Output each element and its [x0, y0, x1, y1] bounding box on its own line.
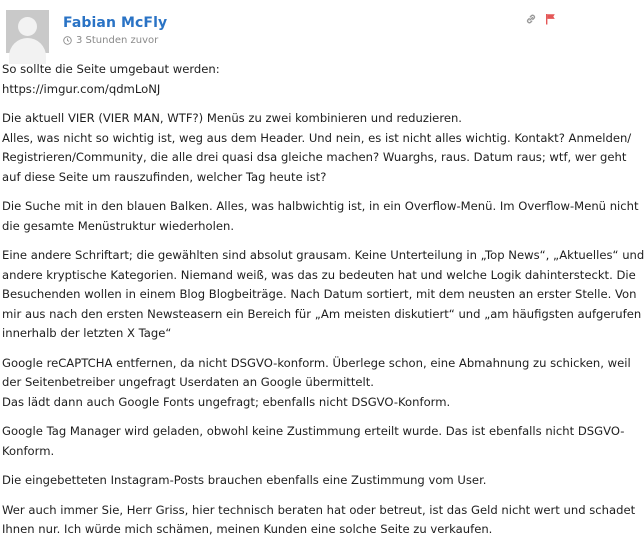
post-text-line: So sollte die Seite umgebaut werden:: [2, 62, 220, 76]
post-paragraph: [2, 354, 631, 413]
post-paragraph: [2, 471, 558, 491]
post-text-line: Google Tag Manager wird geladen, obwohl keine Zustimmung erteilt wurde. Das ist ebenfalls nicht DSGVO-: [2, 424, 625, 438]
avatar[interactable]: [6, 10, 49, 53]
post-paragraph: [2, 501, 636, 540]
post-paragraph: [2, 422, 625, 461]
post-text-line: mir aus nach den ersten Newsteasern ein Bereich für „Am meisten diskutiert“ und „am häufigsten aufgerufen: [2, 306, 642, 321]
post-text-line: die gesamte Menüstruktur wiederholen.: [2, 218, 235, 233]
post-paragraph: [2, 60, 558, 99]
post-text-line: Die eingebetteten Instagram-Posts brauchen ebenfalls eine Zustimmung vom User.: [2, 473, 487, 487]
post-text-line: Alles, was nicht so wichtig ist, weg aus dem Header. Und nein, es ist nicht alles wichtig. Kontakt? Anmelden/: [2, 130, 632, 145]
post-text-line: andere kryptische Kategorien. Niemand weiß, was das zu bedeuten hat und welche Logik dahintersteckt. Die: [2, 267, 636, 282]
post-text-line: Registrieren/Community, die alle drei quasi dsa gleiche machen? Wuarghs, raus. Datum raus; wtf, wer geht: [2, 150, 627, 164]
post-text-line: Besuchenden wollen in einem Blog Blogbeiträge. Nach Datum sortiert, mit dem neusten an erster Stelle. Von: [2, 287, 637, 301]
post-text-line: Die Suche mit in den blauen Balken. Alles, was halbwichtig ist, in ein Overflow-Menü. Im Overflow-Menü nicht: [2, 199, 639, 213]
post-meta: [63, 35, 158, 46]
post-text-line: Das lädt dann auch Google Fonts ungefragt; ebenfalls nicht DSGVO-Konform.: [2, 394, 451, 409]
post-text-line: auf diese Seite um rauszufinden, welcher Tag heute ist?: [2, 169, 327, 184]
post-timestamp[interactable]: 3 Stunden zuvor: [76, 35, 159, 46]
author-name-link[interactable]: Fabian McFly: [63, 15, 168, 31]
post-text-line: Die aktuell VIER (VIER MAN, WTF?) Menüs zu zwei kombinieren und reduzieren.: [2, 111, 462, 125]
post-text-line: Konform.: [2, 443, 55, 458]
post-text-line: Eine andere Schriftart; die gewählten sind absolut grausam. Keine Unterteilung in „Top News“, „Aktuelles“ und: [2, 248, 644, 262]
post-text-line: Ihnen nur. Ich würde mich schämen, meinen Kunden eine solche Seite zu verkaufen.: [2, 522, 493, 536]
post-text-line: Google reCAPTCHA entfernen, da nicht DSGVO-konform. Überlege schon, eine Abmahnung zu schicken, weil: [2, 355, 631, 370]
avatar-head-shape: [18, 17, 37, 36]
post-text-line: der Seitenbetreiber ungefragt Userdaten an Google übermittelt.: [2, 375, 374, 389]
post-actions: [525, 13, 556, 25]
flag-icon[interactable]: [545, 13, 556, 25]
post-text-line: Wer auch immer Sie, Herr Griss, hier technisch beraten hat oder betreut, ist das Geld nicht wert und schadet: [2, 502, 636, 517]
post-body: [2, 60, 644, 550]
post-paragraph: [2, 246, 644, 344]
clock-icon: [63, 36, 72, 45]
image-link[interactable]: https://imgur.com/qdmLoNJ: [2, 81, 161, 96]
post-paragraph: [2, 197, 639, 236]
link-icon[interactable]: [525, 13, 537, 25]
post-paragraph: [2, 109, 632, 187]
post-text-line: innerhalb der letzten X Tage“: [2, 326, 172, 340]
